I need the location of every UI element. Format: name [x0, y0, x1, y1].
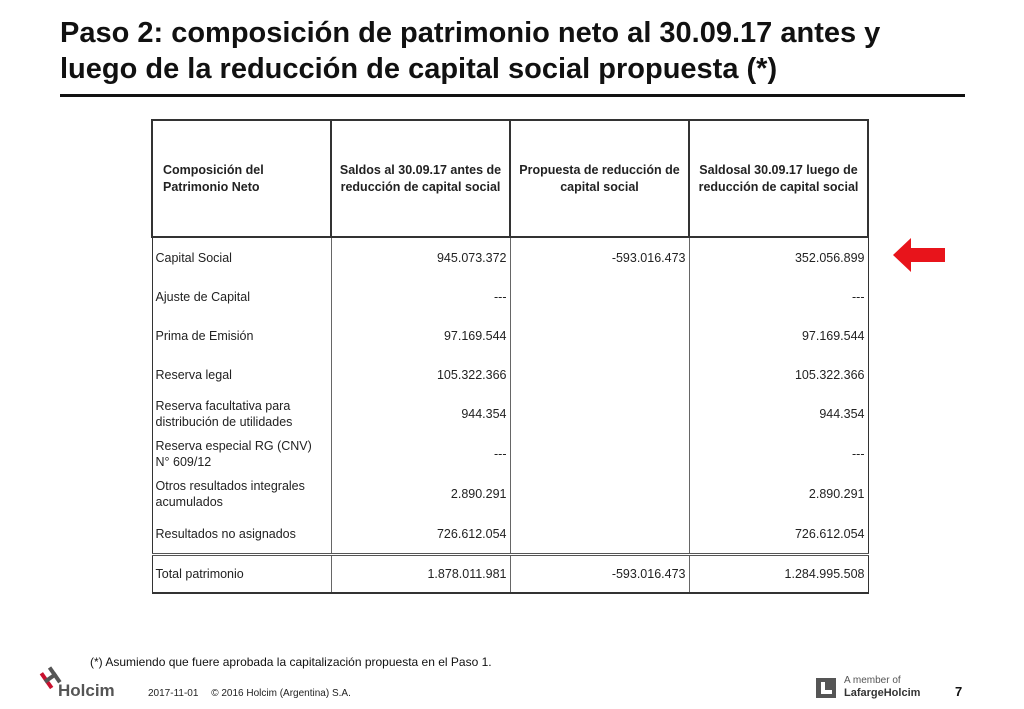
- table-row: [152, 237, 868, 277]
- total-row: [152, 555, 868, 594]
- value-reduction: [510, 277, 689, 316]
- value-reduction: [510, 474, 689, 514]
- value-before: 97.169.544: [331, 316, 510, 355]
- row-label: Otros resultados integrales acumulados: [152, 474, 331, 514]
- value-before: 945.073.372: [331, 237, 510, 277]
- slide-title: Paso 2: composición de patrimonio neto al 30.09.17 antes y luego de la reducción de capital social propuesta (*): [60, 17, 881, 85]
- row-label: Capital Social: [152, 237, 331, 277]
- value-before: 726.612.054: [331, 514, 510, 555]
- value-reduction: [510, 514, 689, 555]
- header-reduction: Propuesta de reducción de capital social: [510, 120, 689, 237]
- table-row: [152, 316, 868, 355]
- value-before: 105.322.366: [331, 355, 510, 394]
- header-after: Saldosal 30.09.17 luego de reducción de capital social: [689, 120, 868, 237]
- table-header-row: [152, 120, 868, 237]
- header-composition: Composición del Patrimonio Neto: [152, 120, 331, 237]
- value-reduction: [510, 316, 689, 355]
- header-before: Saldos al 30.09.17 antes de reducción de capital social: [331, 120, 510, 237]
- total-before: 1.878.011.981: [331, 555, 510, 594]
- value-reduction: [510, 394, 689, 434]
- row-label: Resultados no asignados: [152, 514, 331, 555]
- value-after: 2.890.291: [689, 474, 868, 514]
- table-row: [152, 355, 868, 394]
- value-reduction: -593.016.473: [510, 237, 689, 277]
- equity-table-container: [151, 119, 867, 590]
- value-after: ---: [689, 277, 868, 316]
- value-reduction: [510, 355, 689, 394]
- footer-copyright: © 2016 Holcim (Argentina) S.A.: [211, 688, 351, 699]
- footer-meta: [148, 688, 361, 699]
- row-label: Ajuste de Capital: [152, 277, 331, 316]
- value-before: ---: [331, 277, 510, 316]
- holcim-logo-text: Holcim: [58, 681, 115, 700]
- row-label: Reserva especial RG (CNV) N° 609/12: [152, 434, 331, 474]
- page-number: 7: [955, 684, 963, 699]
- equity-table: [151, 119, 869, 594]
- total-after: 1.284.995.508: [689, 555, 868, 594]
- table-row: [152, 394, 868, 434]
- value-after: ---: [689, 434, 868, 474]
- value-after: 97.169.544: [689, 316, 868, 355]
- value-after: 352.056.899: [689, 237, 868, 277]
- value-before: ---: [331, 434, 510, 474]
- table-row: [152, 434, 868, 474]
- total-label: Total patrimonio: [152, 555, 331, 594]
- value-before: 944.354: [331, 394, 510, 434]
- row-label: Reserva facultativa para distribución de utilidades: [152, 394, 331, 434]
- total-reduction: -593.016.473: [510, 555, 689, 594]
- title-divider: [60, 94, 965, 97]
- row-label: Reserva legal: [152, 355, 331, 394]
- brand-member-text: A member of: [844, 675, 901, 686]
- table-row: [152, 474, 868, 514]
- footer-date: 2017-11-01: [148, 688, 199, 699]
- left-arrow-icon: [893, 238, 945, 272]
- lafargeholcim-brand: [816, 675, 926, 703]
- table-row: [152, 514, 868, 555]
- row-label: Prima de Emisión: [152, 316, 331, 355]
- value-before: 2.890.291: [331, 474, 510, 514]
- value-reduction: [510, 434, 689, 474]
- table-row: [152, 277, 868, 316]
- value-after: 726.612.054: [689, 514, 868, 555]
- footnote: (*) Asumiendo que fuere aprobada la capitalización propuesta en el Paso 1.: [90, 655, 492, 669]
- value-after: 944.354: [689, 394, 868, 434]
- value-after: 105.322.366: [689, 355, 868, 394]
- lafargeholcim-logo-icon: [816, 678, 836, 698]
- brand-name: LafargeHolcim: [844, 687, 921, 699]
